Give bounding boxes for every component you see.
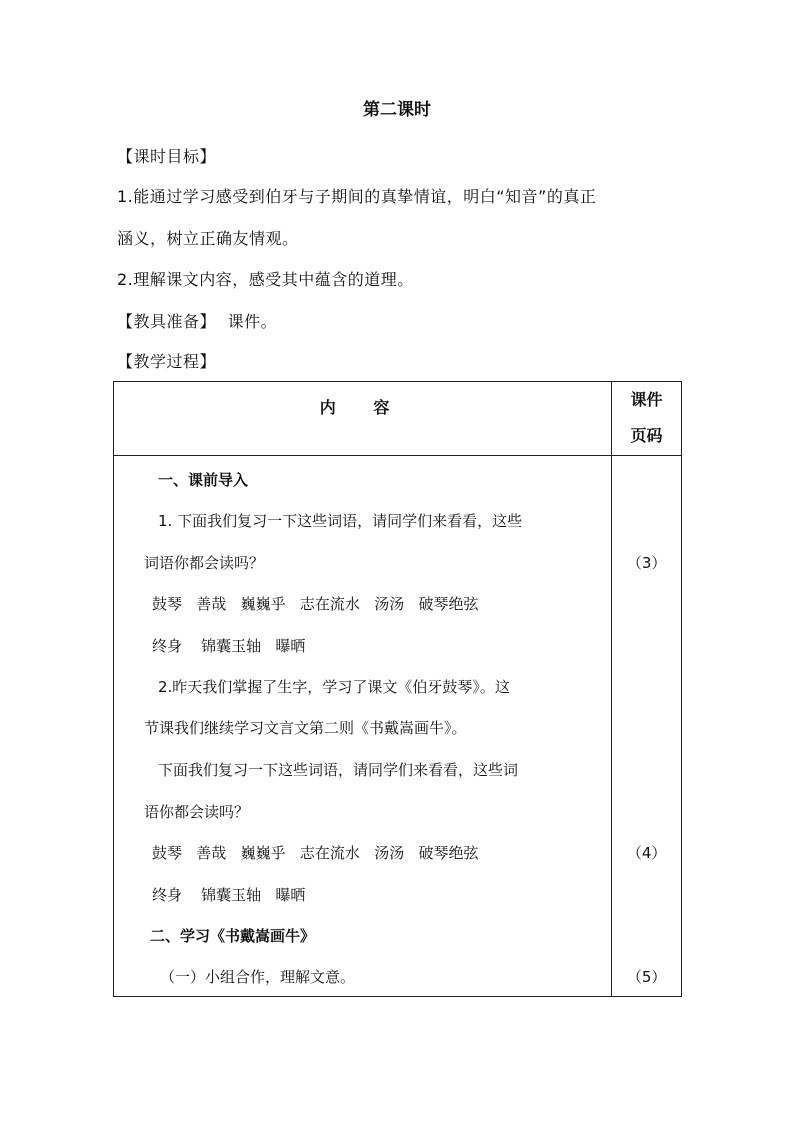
table-header-row [114, 382, 682, 456]
content-cell [114, 456, 612, 997]
goals-heading: 【课时目标】 [117, 147, 217, 166]
header-page-line-2: 页码 [630, 426, 663, 445]
teaching-process-table [113, 381, 682, 997]
words-2-row-1: 鼓琴 善哉 巍巍乎 志在流水 汤汤 破琴绝弦 [152, 844, 479, 862]
section-2-heading: 二、学习《书戴嵩画牛》 [150, 927, 316, 945]
para-2-line-1: 2.昨天我们掌握了生字，学习了课文《伯牙鼓琴》。这 [158, 678, 510, 696]
header-content-label: 内 容 [319, 398, 406, 417]
tools-line [117, 310, 277, 334]
tools-heading: 【教具准备】 [117, 312, 217, 331]
header-page [612, 382, 682, 456]
page-title: 第二课时 [363, 100, 431, 120]
header-content [114, 382, 612, 456]
para-1-line-1: 1. 下面我们复习一下这些词语，请同学们来看看，这些 [158, 512, 523, 530]
para-2-line-2: 节课我们继续学习文言文第二则《书戴嵩画牛》。 [144, 719, 467, 737]
goal-2: 2.理解课文内容，感受其中蕴含的道理。 [117, 270, 414, 289]
words-1-row-2: 终身 锦囊玉轴 曝晒 [152, 637, 306, 655]
words-2-row-2: 终身 锦囊玉轴 曝晒 [152, 886, 306, 904]
section-1-heading: 一、课前导入 [158, 471, 249, 489]
para-3-line-1: 下面我们复习一下这些词语，请同学们来看看，这些词 [158, 761, 519, 779]
process-heading: 【教学过程】 [117, 352, 217, 371]
page-ref-2: （4） [626, 844, 667, 862]
tools-value: 课件。 [227, 312, 278, 331]
section-2-sub-1: （一）小组合作，理解文意。 [160, 968, 356, 986]
words-1-row-1: 鼓琴 善哉 巍巍乎 志在流水 汤汤 破琴绝弦 [152, 595, 479, 613]
para-1-line-2: 词语你都会读吗？ [144, 554, 265, 572]
pages-cell [612, 456, 682, 997]
table-body-row [114, 456, 682, 997]
goal-1-line-2: 涵义，树立正确友情观。 [117, 229, 299, 248]
para-3-line-2: 语你都会读吗？ [144, 803, 250, 821]
goal-1-line-1: 1.能通过学习感受到伯牙与子期间的真挚情谊，明白“知音”的真正 [117, 187, 597, 206]
header-page-line-1: 课件 [630, 390, 663, 409]
page-ref-3: （5） [626, 968, 667, 986]
page-ref-1: （3） [626, 554, 667, 572]
